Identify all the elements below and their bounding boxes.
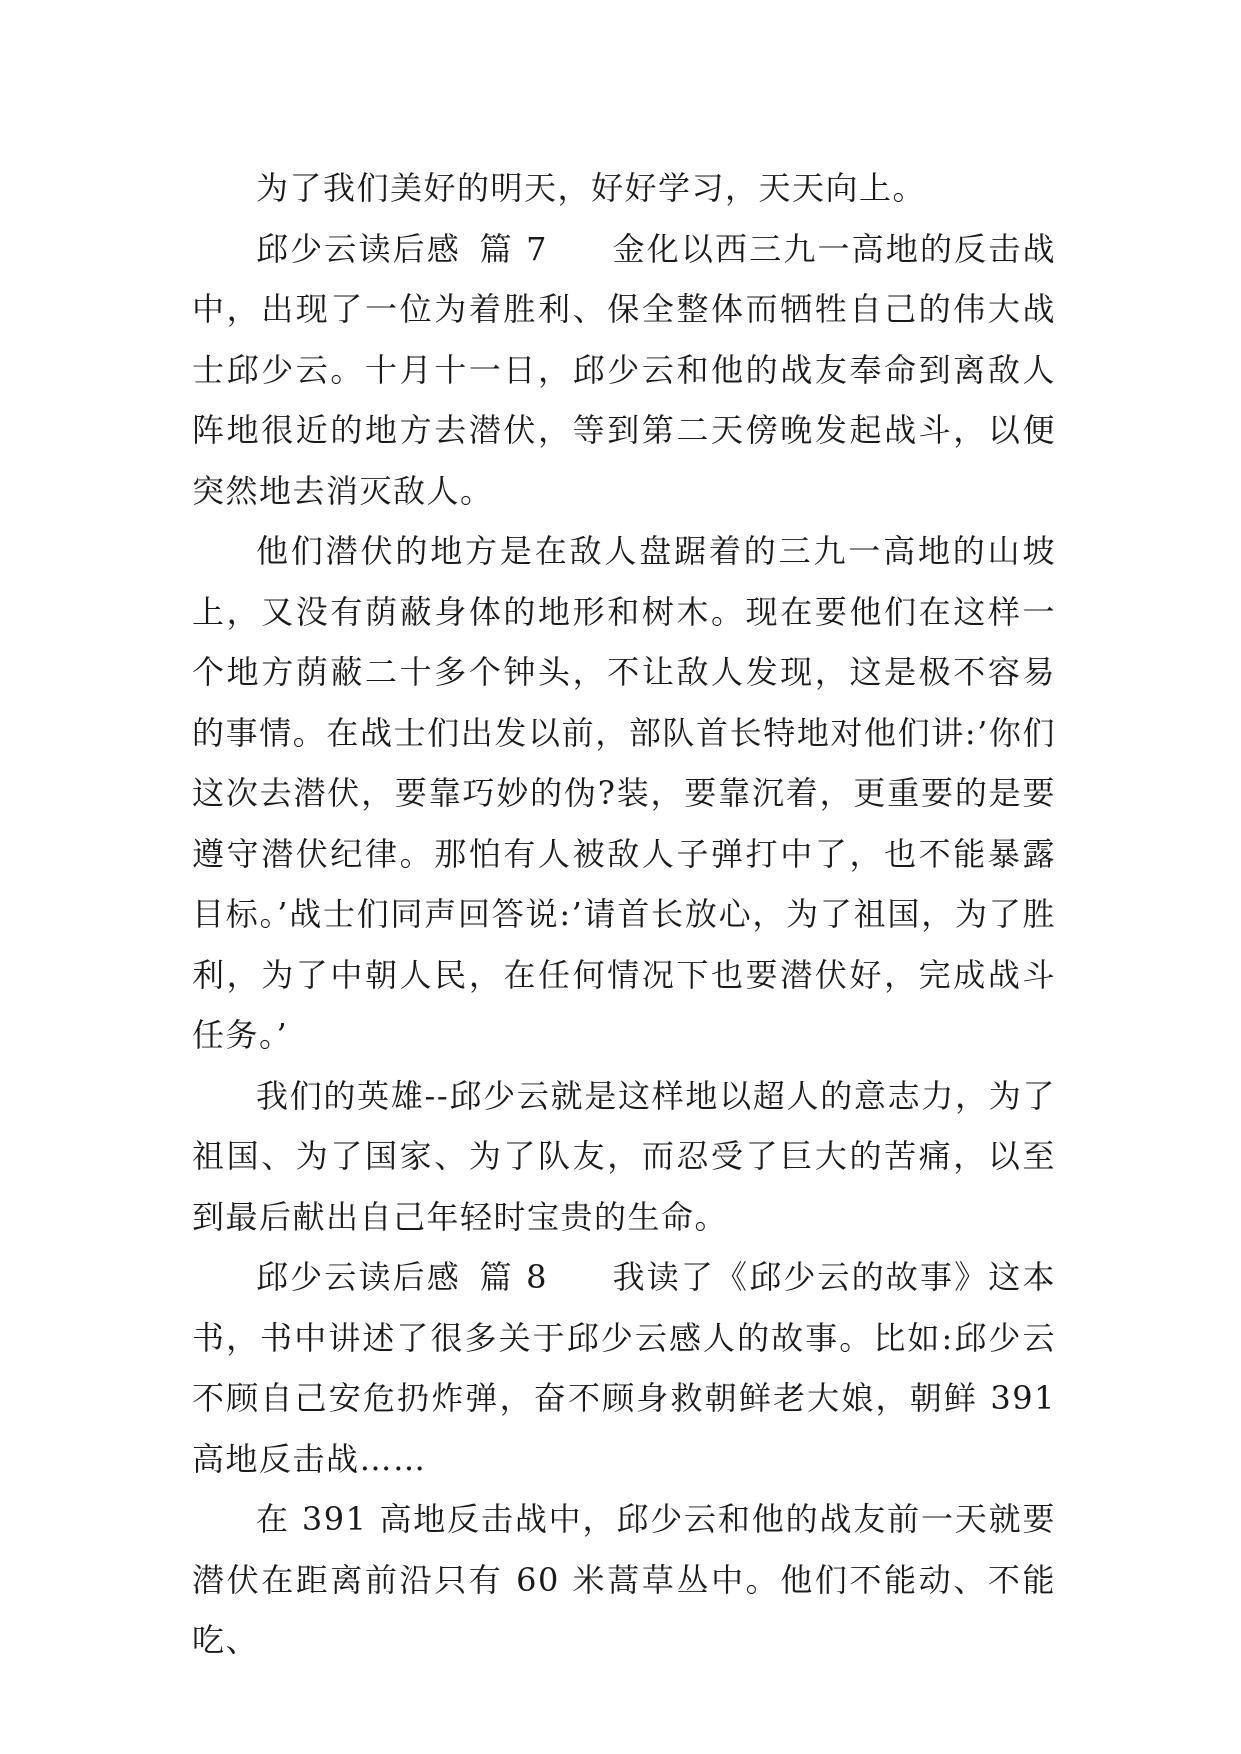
- paragraph-text: 他们潜伏的地方是在敌人盘踞着的三九一高地的山坡上，又没有荫蔽身体的地形和树木。现在要他们在这样一个地方荫蔽二十多个钟头，不让敌人发现，这是极不容易的事情。在战士们出发以前，部队首长特地对他们讲:’你们这次去潜伏，要靠巧妙的伪?装，要靠沉着，更重要的是要遵守潜伏纪律。那怕有人被敌人子弹打中了，也不能暴露目标。’战士们同声回答说:’请首长放心，为了祖国，为了胜利，为了中朝人民，在任何情况下也要潜伏好，完成战斗任务。’: [192, 532, 1056, 1054]
- paragraph-text: 为了我们美好的明天，好好学习，天天向上。: [256, 169, 927, 207]
- paragraph-closing-line: [192, 158, 1056, 219]
- paragraph-essay-7: [192, 219, 1056, 522]
- section-heading-label: 邱少云读后感: [256, 229, 461, 268]
- section-heading-label: 邱少云读后感: [256, 1258, 461, 1296]
- paragraph-text: 金化以西三九一高地的反击战中，出现了一位为着胜利、保全整体而牺牲自己的伟大战士邱少云。十月十一日，邱少云和他的战友奉命到离敌人阵地很近的地方去潜伏，等到第二天傍晚发起战斗，以便突然地去消灭敌人。: [192, 229, 1056, 510]
- document-body: [192, 158, 1056, 1671]
- paragraph-essay-8: [192, 1247, 1056, 1489]
- paragraph-ambush: [192, 521, 1056, 1066]
- section-heading-number: 篇 8: [478, 1258, 548, 1296]
- paragraph-battle-391: [192, 1489, 1056, 1671]
- paragraph-text: 我读了《邱少云的故事》这本书，书中讲述了很多关于邱少云感人的故事。比如:邱少云不顾自己安危扔炸弹，奋不顾身救朝鲜老大娘，朝鲜 391 高地反击战……: [192, 1258, 1056, 1478]
- paragraph-text: 我们的英雄--邱少云就是这样地以超人的意志力，为了祖国、为了国家、为了队友，而忍受了巨大的苦痛，以至到最后献出自己年轻时宝贵的生命。: [192, 1076, 1056, 1236]
- paragraph-text: 在 391 高地反击战中，邱少云和他的战友前一天就要潜伏在距离前沿只有 60 米蒿草丛中。他们不能动、不能吃、: [192, 1500, 1056, 1659]
- section-heading-number: 篇 7: [478, 229, 548, 268]
- paragraph-hero: [192, 1066, 1056, 1248]
